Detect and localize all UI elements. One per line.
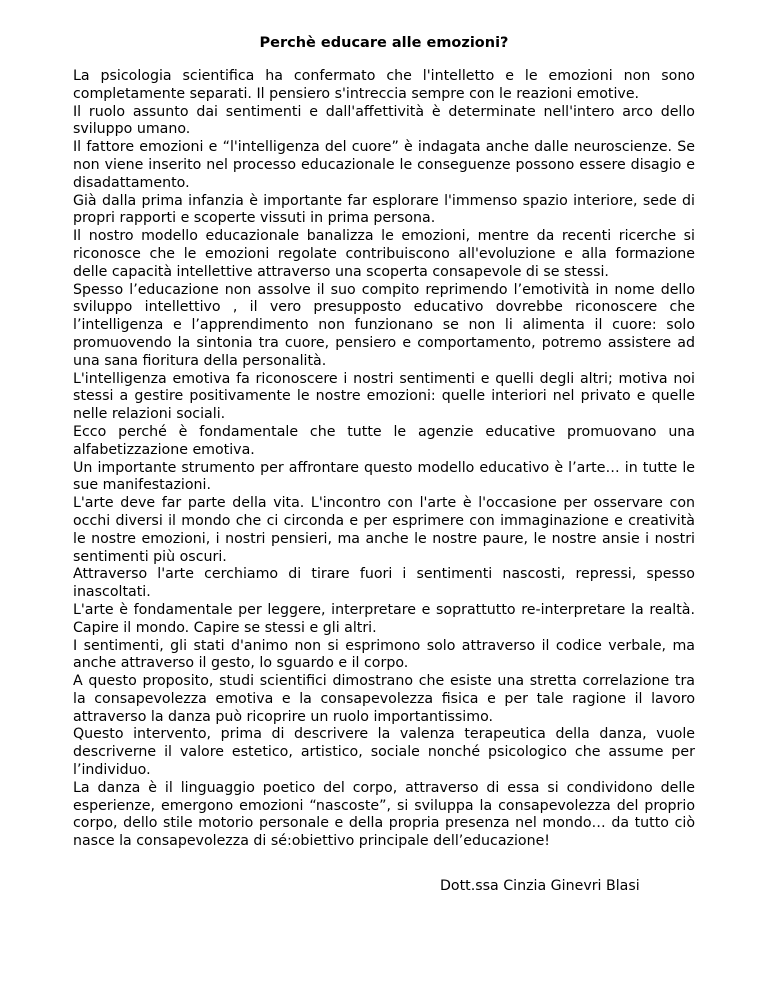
- paragraph: Il nostro modello educazionale banalizza le emozioni, mentre da recenti ricerche si riconosce che le emozioni regolate contribuiscono all'evoluzione e alla formazione delle capacità intellettive attraverso una scoperta consapevole di se stessi.: [73, 228, 695, 280]
- document-body: [73, 68, 695, 851]
- paragraph: Il fattore emozioni e “l'intelligenza del cuore” è indagata anche dalle neuroscienze. Se non viene inserito nel processo educazionale le conseguenze possono essere disagio e disadattamento.: [73, 139, 695, 191]
- paragraph: Questo intervento, prima di descrivere la valenza terapeutica della danza, vuole descriverne il valore estetico, artistico, sociale nonché psicologico che assume per l’individuo.: [73, 726, 695, 779]
- document-title: Perchè educare alle emozioni?: [259, 35, 509, 51]
- paragraph: L'arte è fondamentale per leggere, interpretare e soprattutto re-interpretare la realtà. Capire il mondo. Capire se stessi e gli altri.: [73, 601, 695, 636]
- document-page: [73, 34, 695, 851]
- paragraph: L'intelligenza emotiva fa riconoscere i nostri sentimenti e quelli degli altri; motiva noi stessi a gestire positivamente le nostre emozioni: quelle interiori nel privato e quelle nelle relazioni sociali.: [73, 370, 695, 423]
- paragraph: Già dalla prima infanzia è importante far esplorare l'immenso spazio interiore, sede di propri rapporti e scoperte vissuti in prima persona.: [73, 192, 695, 227]
- paragraph: A questo proposito, studi scientifici dimostrano che esiste una stretta correlazione tra la consapevolezza emotiva e la consapevolezza fisica e per tale ragione il lavoro attraverso la danza può ricoprire un ruolo importantissimo.: [73, 673, 695, 725]
- author-signature: Dott.ssa Cinzia Ginevri Blasi: [440, 878, 640, 894]
- paragraph: La danza è il linguaggio poetico del corpo, attraverso di essa si condividono delle esperienze, emergono emozioni “nascoste”, si sviluppa la consapevolezza del proprio corpo, dello stile motorio personale e della propria presenza nel mondo… da tutto ciò nasce la consapevolezza di sé:obiettivo principale dell’educazione!: [73, 779, 695, 850]
- paragraph: I sentimenti, gli stati d'animo non si esprimono solo attraverso il codice verbale, ma anche attraverso il gesto, lo sguardo e il corpo.: [73, 637, 695, 672]
- paragraph: Il ruolo assunto dai sentimenti e dall'affettività è determinate nell'intero arco dello sviluppo umano.: [73, 103, 695, 138]
- paragraph: Spesso l’educazione non assolve il suo compito reprimendo l’emotività in nome dello sviluppo intellettivo , il vero presupposto educativo dovrebbe riconoscere che l’intelligenza e l’apprendimento non funzionano se non li alimenta il cuore: solo promuovendo la sintonia tra cuore, pensiero e comportamento, potremo assistere ad una sana fioritura della personalità.: [73, 281, 695, 369]
- paragraph: Un importante strumento per affrontare questo modello educativo è l’arte… in tutte le sue manifestazioni.: [73, 459, 695, 494]
- paragraph: Attraverso l'arte cerchiamo di tirare fuori i sentimenti nascosti, repressi, spesso inascoltati.: [73, 566, 695, 601]
- paragraph: La psicologia scientifica ha confermato che l'intelletto e le emozioni non sono completamente separati. Il pensiero s'intreccia sempre con le reazioni emotive.: [73, 68, 695, 102]
- paragraph: Ecco perché è fondamentale che tutte le agenzie educative promuovano una alfabetizzazione emotiva.: [73, 423, 695, 458]
- paragraph: L'arte deve far parte della vita. L'incontro con l'arte è l'occasione per osservare con occhi diversi il mondo che ci circonda e per esprimere con immaginazione e creatività le nostre emozioni, i nostri pensieri, ma anche le nostre paure, le nostre ansie i nostri sentimenti più oscuri.: [73, 495, 695, 565]
